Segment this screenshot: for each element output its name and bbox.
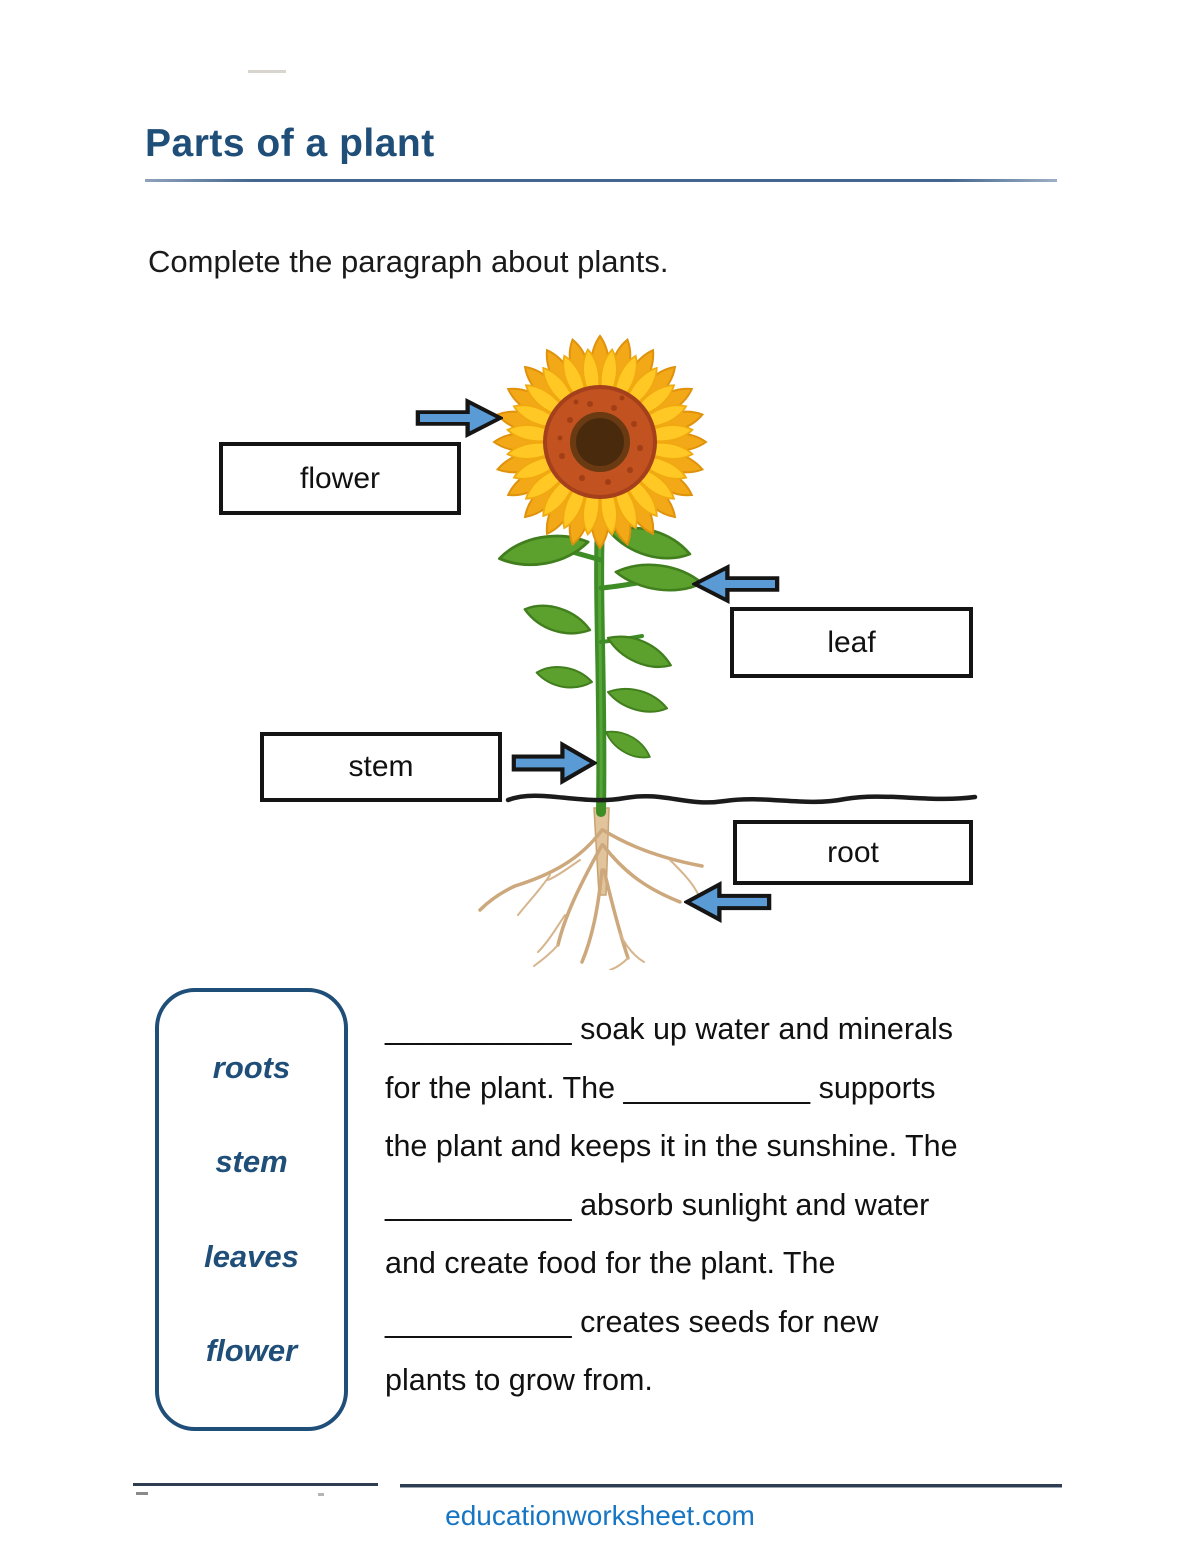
paragraph-line: plants to grow from.: [385, 1363, 653, 1397]
root-arrow-icon: [684, 881, 772, 923]
paragraph-line: the plant and keeps it in the sunshine. The: [385, 1129, 958, 1163]
paragraph-line: ___________ soak up water and minerals: [385, 1012, 954, 1046]
leaf-arrow-icon: [692, 564, 780, 604]
word-bank-item-stem: stem: [215, 1144, 288, 1180]
word-bank-item-roots: roots: [212, 1050, 291, 1086]
word-bank: [155, 988, 348, 1431]
page-title: Parts of a plant: [145, 122, 435, 165]
roots-icon: [480, 808, 702, 970]
instruction-text: Complete the paragraph about plants.: [148, 244, 669, 279]
label-box-leaf: [730, 607, 973, 678]
flower-arrow-icon: [415, 398, 503, 438]
label-box-stem: [260, 732, 502, 802]
scan-artifact: [248, 70, 286, 73]
paragraph-line: for the plant. The ___________ supports: [385, 1070, 936, 1105]
footer-site-link[interactable]: educationworksheet.com: [445, 1500, 755, 1531]
ground-line: [508, 796, 975, 803]
scan-artifact: [136, 1492, 148, 1495]
flower-icon: [494, 336, 706, 548]
label-leaf: leaf: [827, 625, 876, 659]
paragraph-line: and create food for the plant. The: [385, 1246, 836, 1280]
word-bank-item-flower: flower: [205, 1332, 298, 1368]
stem-arrow-icon: [511, 741, 597, 785]
footer-divider-right: [400, 1484, 1062, 1487]
word-bank-item-leaves: leaves: [204, 1238, 299, 1274]
footer-divider-left: [133, 1483, 378, 1486]
paragraph-line: ___________ creates seeds for new: [385, 1304, 879, 1339]
label-box-root: [733, 820, 973, 885]
label-stem: stem: [348, 750, 414, 783]
title-divider: [145, 179, 1057, 182]
scan-artifact: [318, 1493, 324, 1496]
paragraph-line: ___________ absorb sunlight and water: [385, 1187, 930, 1222]
label-flower: flower: [299, 461, 381, 495]
fill-in-paragraph: [385, 1000, 1085, 1410]
label-root: root: [827, 835, 879, 869]
label-box-flower: [219, 442, 461, 515]
